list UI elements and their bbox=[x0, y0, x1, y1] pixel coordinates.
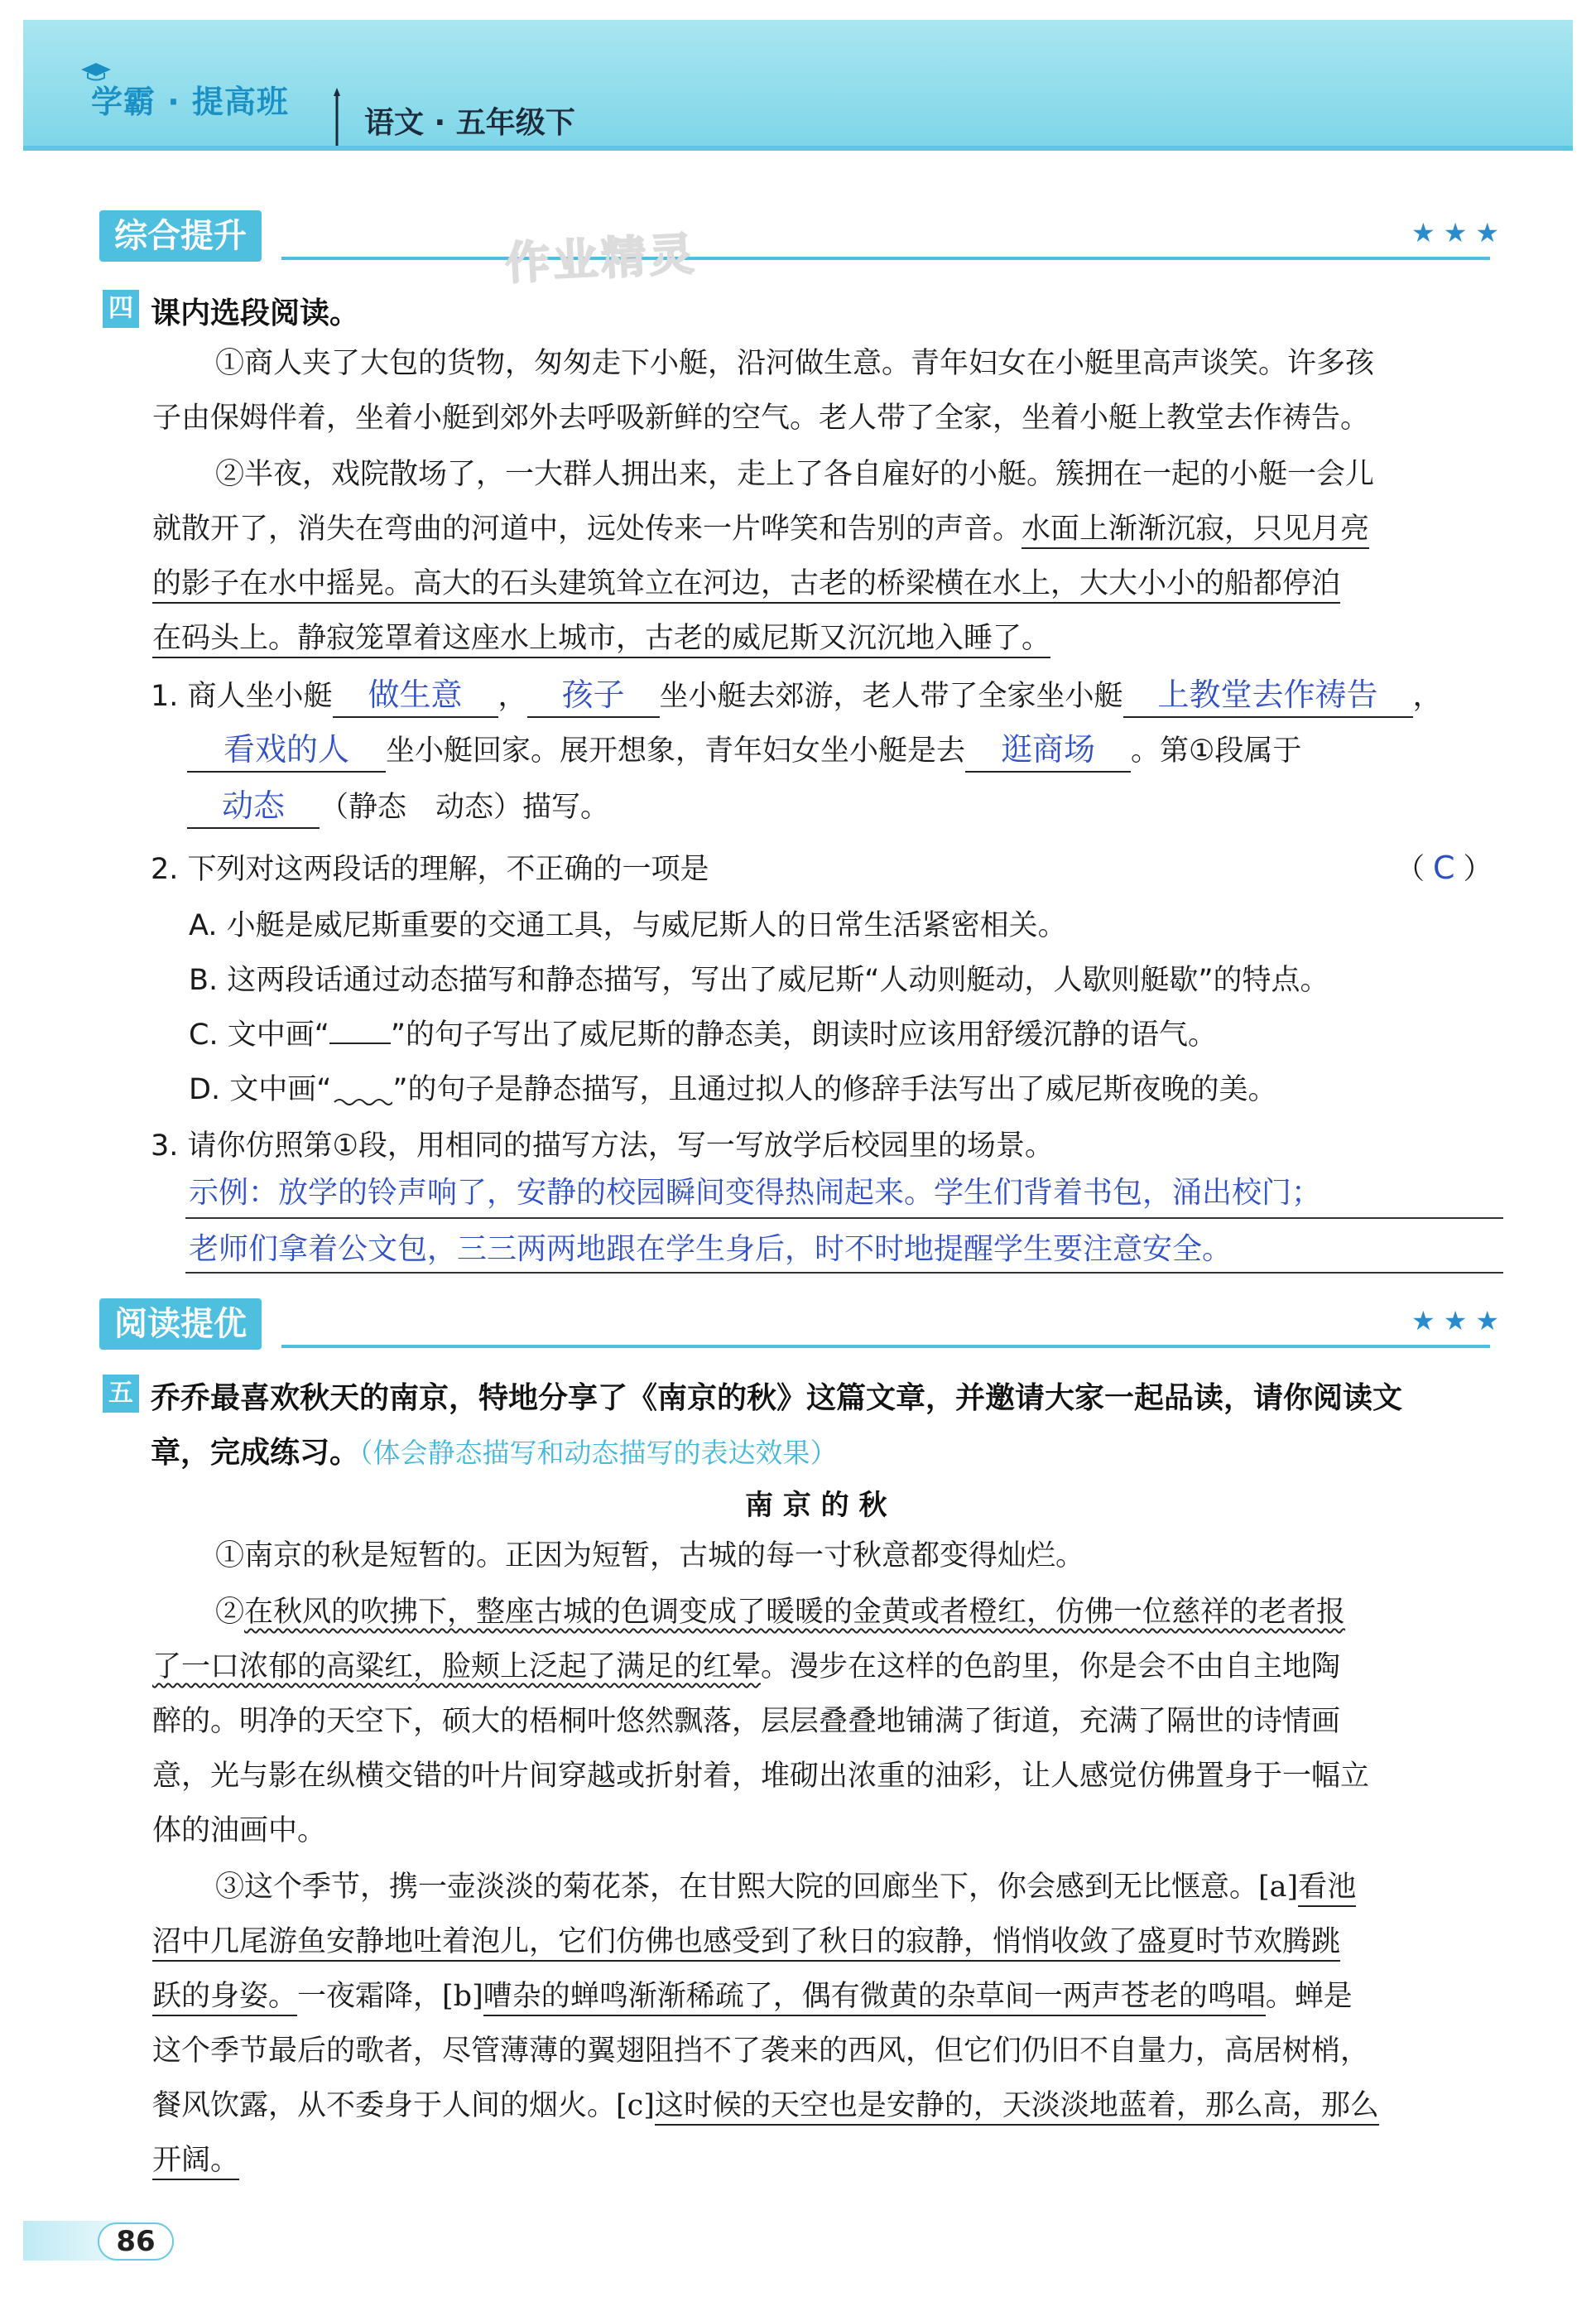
question-number: 四 bbox=[103, 290, 139, 328]
question-title: 乔乔最喜欢秋天的南京，特地分享了《南京的秋》这篇文章，并邀请大家一起品读，请你阅读文 bbox=[151, 1381, 1403, 1415]
answer-blank[interactable]: 动态 bbox=[187, 786, 320, 829]
answer-blank[interactable]: 做生意 bbox=[333, 675, 498, 718]
section-divider bbox=[281, 1345, 1490, 1348]
article-title: 南 京 的 秋 bbox=[745, 1489, 887, 1522]
sample-answer: 老师们拿着公文包，三三两两地跟在学生身后，时不时地提醒学生要注意安全。 bbox=[189, 1232, 1233, 1266]
answer-line bbox=[185, 1217, 1503, 1219]
underlined-sentence: 开阔。 bbox=[152, 2144, 239, 2180]
passage-line: ①南京的秋是短暂的。正因为短暂，古城的每一寸秋意都变得灿烂。 bbox=[215, 1539, 1085, 1572]
underlined-sentence: 看池 bbox=[1298, 1871, 1356, 1907]
passage-line bbox=[152, 556, 1340, 611]
straight-underline-sample bbox=[329, 1019, 391, 1044]
passage-line: 就散开了，消失在弯曲的河道中，远处传来一片哗笑和告别的声音。水面上渐渐沉寂，只见月亮 bbox=[152, 502, 1369, 556]
section-header-comprehensive bbox=[99, 210, 1507, 262]
difficulty-stars: ★★★ bbox=[1411, 217, 1508, 248]
passage-line: 子由保姆伴着，坐着小艇到郊外去呼吸新鲜的空气。老人带了全家，坐着小艇上教堂去作祷告。 bbox=[152, 402, 1370, 435]
answer-blank[interactable]: 看戏的人 bbox=[187, 730, 386, 773]
subject-title: 语文 · 五年级下 bbox=[364, 106, 575, 140]
option-c: C. 文中画“ ”的句子写出了威尼斯的静态美，朗读时应该用舒缓沉静的语气。 bbox=[189, 1018, 1217, 1052]
tip-text: （体会静态描写和动态描写的表达效果） bbox=[359, 1437, 838, 1469]
passage-line: ③这个季节，携一壶淡淡的菊花茶，在甘熙大院的回廊坐下，你会感到无比惬意。[a]看池 bbox=[215, 1860, 1356, 1914]
choice-answer[interactable]: C bbox=[1433, 850, 1455, 886]
wavy-underlined-sentence: 在秋风的吹拂下，整座古城的色调变成了暖暖的金黄或者橙红，仿佛一位慈祥的老者报 bbox=[244, 1596, 1346, 1629]
answer-blank[interactable]: 逛商场 bbox=[965, 730, 1131, 773]
brand-title: 学霸 · 提高班 bbox=[91, 84, 289, 120]
option-a: A. 小艇是威尼斯重要的交通工具，与威尼斯人的日常生活紧密相关。 bbox=[189, 909, 1067, 942]
answer-line bbox=[185, 1272, 1503, 1274]
section-divider bbox=[281, 257, 1490, 260]
sample-answer: 示例：放学的铃声响了，安静的校园瞬间变得热闹起来。学生们背着书包，涌出校门； bbox=[189, 1176, 1322, 1210]
passage-line: 跃的身姿。一夜霜降，[b]嘈杂的蝉鸣渐渐稀疏了，偶有微黄的杂草间一两声苍老的鸣唱。蝉是 bbox=[152, 1969, 1353, 2024]
passage-line: 餐风饮露，从不委身于人间的烟火。[c]这时候的天空也是安静的，天淡淡地蓝着，那么高，那么 bbox=[152, 2078, 1379, 2133]
section-title: 阅读提优 bbox=[99, 1298, 262, 1350]
answer-bracket: （ C ） bbox=[1396, 850, 1493, 886]
passage-line bbox=[152, 2133, 239, 2188]
underlined-sentence: 的影子在水中摇晃。高大的石头建筑耸立在河边，古老的桥梁横在水上，大大小小的船都停泊 bbox=[152, 567, 1340, 604]
question-number: 五 bbox=[103, 1375, 139, 1413]
passage-line bbox=[152, 1914, 1340, 1969]
option-d: D. 文中画“ ”的句子是静态描写，且通过拟人的修辞手法写出了威尼斯夜晚的美。 bbox=[189, 1073, 1277, 1106]
wavy-underlined-sentence: 了一口浓郁的高粱红，脸颊上泛起了满足的红晕 bbox=[152, 1650, 762, 1683]
passage-line: 这个季节最后的歌者，尽管薄薄的翼翅阻挡不了袭来的西风，但它们仍旧不自量力，高居树梢， bbox=[152, 2034, 1370, 2068]
option-b: B. 这两段话通过动态描写和静态描写，写出了威尼斯“人动则艇动，人歇则艇歇”的特点。 bbox=[189, 964, 1329, 997]
passage-line: 醉的。明净的天空下，硕大的梧桐叶悠然飘落，层层叠叠地铺满了街道，充满了隔世的诗情画 bbox=[152, 1705, 1341, 1738]
question-title: 课内选段阅读。 bbox=[151, 296, 360, 330]
question-title-cont: 章，完成练习。（体会静态描写和动态描写的表达效果） bbox=[151, 1436, 838, 1470]
difficulty-stars: ★★★ bbox=[1411, 1305, 1508, 1336]
section-header-reading bbox=[99, 1298, 1507, 1350]
subquestion-3-stem: 3. 请你仿照第①段，用相同的描写方法，写一写放学后校园里的场景。 bbox=[151, 1129, 1054, 1163]
subquestion-1-line3: 动态 （静态 动态）描写。 bbox=[187, 780, 609, 835]
underlined-sentence: 沼中几尾游鱼安静地吐着泡儿，它们仿佛也感受到了秋日的寂静，悄悄收敛了盛夏时节欢腾跳 bbox=[152, 1925, 1340, 1962]
passage-line: ②在秋风的吹拂下，整座古城的色调变成了暖暖的金黄或者橙红，仿佛一位慈祥的老者报 bbox=[215, 1596, 1346, 1629]
wavy-underline-sample bbox=[331, 1072, 392, 1105]
section-title: 综合提升 bbox=[99, 210, 262, 262]
passage-line: 意，光与影在纵横交错的叶片间穿越或折射着，堆砌出浓重的油彩，让人感觉仿佛置身于一幅立 bbox=[152, 1760, 1370, 1793]
underlined-sentence: 在码头上。静寂笼罩着这座水上城市，古老的威尼斯又沉沉地入睡了。 bbox=[152, 622, 1050, 658]
passage-line: ①商人夹了大包的货物，匆匆走下小艇，沿河做生意。青年妇女在小艇里高声谈笑。许多孩 bbox=[215, 347, 1375, 380]
up-arrow-icon bbox=[334, 88, 340, 146]
passage-line: ②半夜，戏院散场了，一大群人拥出来，走上了各自雇好的小艇。簇拥在一起的小艇一会儿 bbox=[215, 458, 1375, 491]
answer-blank[interactable]: 孩子 bbox=[527, 675, 660, 718]
underlined-sentence: 嘈杂的蝉鸣渐渐稀疏了，偶有微黄的杂草间一两声苍老的鸣唱 bbox=[483, 1980, 1266, 2016]
page-number: 86 bbox=[98, 2222, 174, 2261]
watermark: 作业精灵 bbox=[503, 227, 699, 291]
subquestion-1-line1: 1. 商人坐小艇 做生意 ， 孩子 坐小艇去郊游，老人带了全家坐小艇 上教堂去作祷告 ， bbox=[151, 669, 1442, 724]
subquestion-1-line2: 看戏的人 坐小艇回家。展开想象，青年妇女坐小艇是去 逛商场 。第①段属于 bbox=[187, 724, 1301, 778]
passage-line bbox=[152, 611, 1050, 666]
answer-blank[interactable]: 上教堂去作祷告 bbox=[1123, 675, 1413, 718]
underlined-sentence: 这时候的天空也是安静的，天淡淡地蓝着，那么高，那么 bbox=[655, 2089, 1379, 2126]
passage-line: 了一口浓郁的高粱红，脸颊上泛起了满足的红晕。漫步在这样的色韵里，你是会不由自主地陶 bbox=[152, 1650, 1341, 1683]
underlined-sentence: 水面上渐渐沉寂，只见月亮 bbox=[1022, 513, 1369, 549]
subquestion-2-stem: 2. 下列对这两段话的理解，不正确的一项是 bbox=[151, 853, 709, 886]
passage-line: 体的油画中。 bbox=[152, 1814, 327, 1847]
